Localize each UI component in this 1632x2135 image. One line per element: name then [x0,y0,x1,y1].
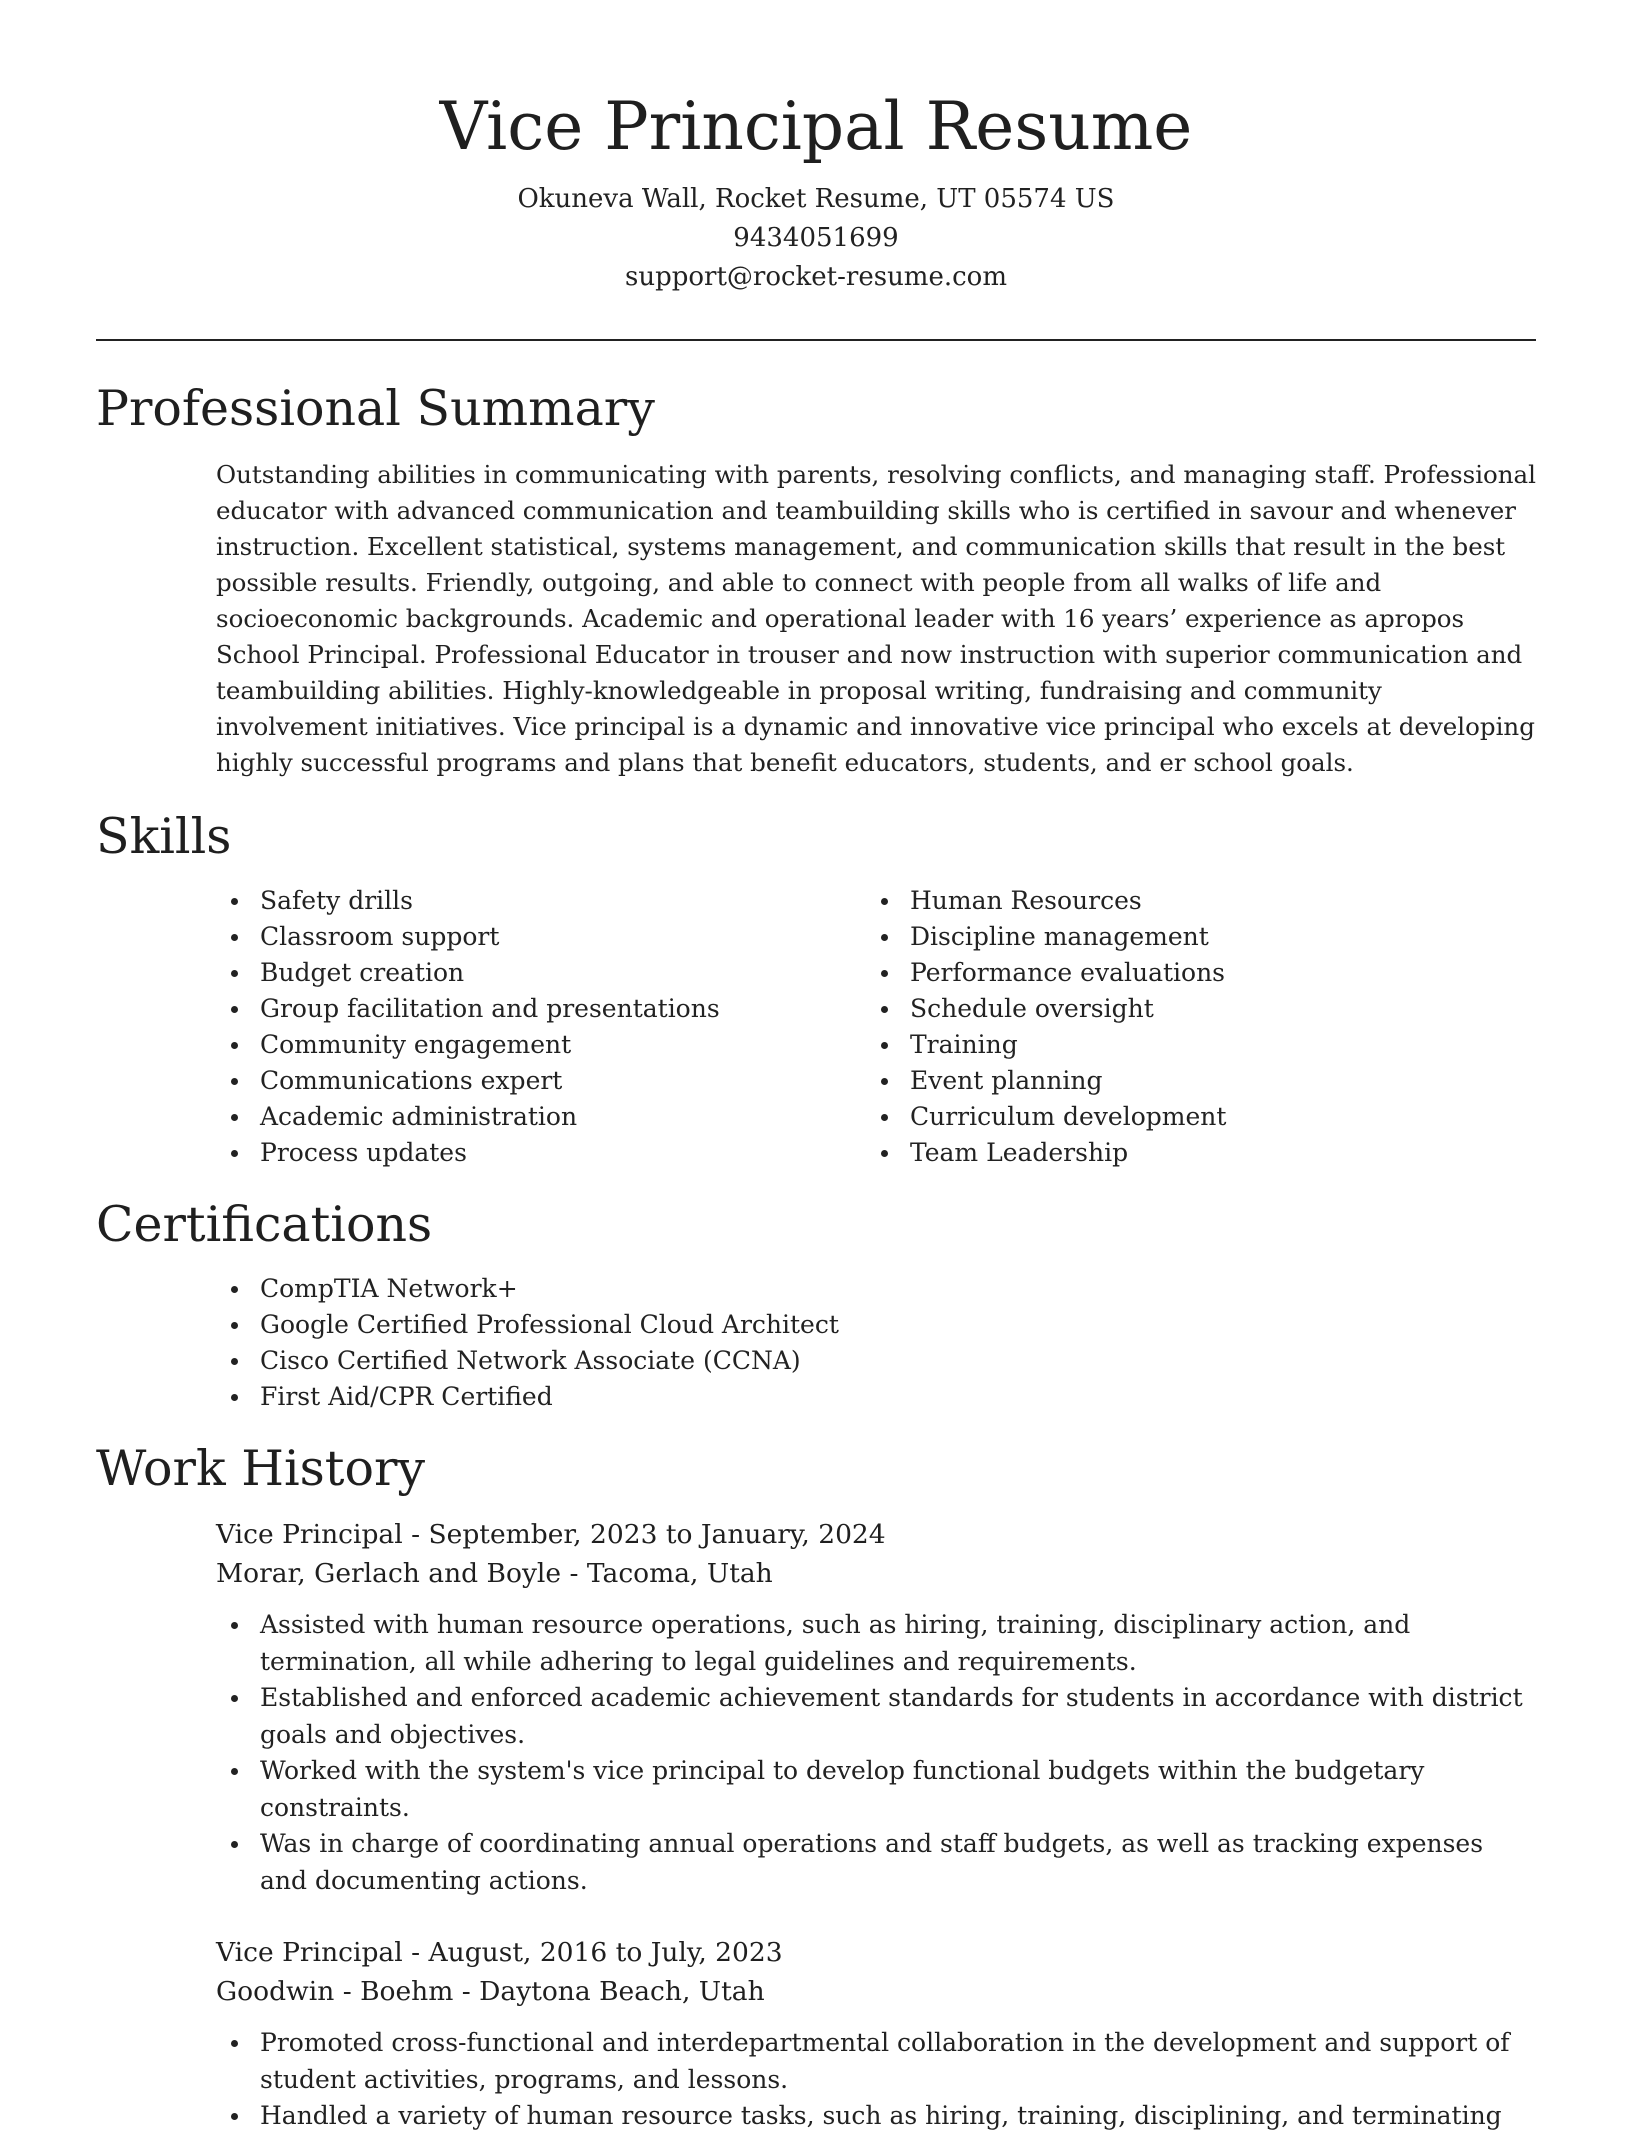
certifications-heading: Certifications [96,1196,433,1253]
header-divider [96,339,1536,341]
skills-list-right [866,883,1516,1171]
skill-item: Communications expert [216,1063,866,1099]
work-history-section [96,1439,1536,2135]
job-company-location: Morar, Gerlach and Boyle - Tacoma, Utah [216,1558,773,1589]
skill-item: Curriculum development [866,1099,1516,1135]
skill-item: Human Resources [866,883,1516,919]
resume-page [96,0,1536,2135]
job-duty: Worked with the system's vice principal to develop functional budgets within the budgetary constraints. [216,1753,1536,1826]
job-entry [216,1515,1536,1899]
summary-heading: Professional Summary [96,380,655,437]
job-title-dates: Vice Principal - August, 2016 to July, 2023 [216,1937,783,1968]
certifications-section [96,1195,1536,1415]
job-duty: Handled a variety of human resource tasks, such as hiring, training, disciplining, and terminating [216,2098,1536,2135]
skill-item: Discipline management [866,919,1516,955]
skills-section [96,807,1536,1171]
job-entry [216,1933,1536,2135]
skill-item: Process updates [216,1135,866,1171]
skill-item: Training [866,1027,1516,1063]
work-history-heading: Work History [96,1440,426,1497]
job-title-dates: Vice Principal - September, 2023 to January, 2024 [216,1519,886,1550]
job-company-location: Goodwin - Boehm - Daytona Beach, Utah [216,1976,765,2007]
skill-item: Budget creation [216,955,866,991]
certification-item: First Aid/CPR Certified [216,1379,1536,1415]
address: Okuneva Wall, Rocket Resume, UT 05574 US [517,184,1115,214]
job-duty: Established and enforced academic achievement standards for students in accordance with district goals and objectives. [216,1680,1536,1753]
job-duties-list [216,1607,1536,1899]
skills-list-left [216,883,866,1171]
skill-item: Team Leadership [866,1135,1516,1171]
skills-heading: Skills [96,808,232,865]
certification-item: Google Certified Professional Cloud Architect [216,1307,1536,1343]
skill-item: Schedule oversight [866,991,1516,1027]
job-duty: Promoted cross-functional and interdepartmental collaboration in the development and support of student activities, programs, and lessons. [216,2025,1536,2098]
resume-title: Vice Principal Resume [439,88,1193,165]
phone-number: 9434051699 [733,223,899,253]
skills-columns [216,883,1536,1171]
skill-item: Classroom support [216,919,866,955]
skill-item: Event planning [866,1063,1516,1099]
certification-item: CompTIA Network+ [216,1271,1536,1307]
job-duties-list [216,2025,1536,2135]
email-address: support@rocket-resume.com [624,262,1007,292]
skill-item: Community engagement [216,1027,866,1063]
summary-section [96,379,1536,781]
certifications-list [216,1271,1536,1415]
skill-item: Performance evaluations [866,955,1516,991]
contact-info [96,180,1536,297]
summary-text: Outstanding abilities in communicating with parents, resolving conflicts, and managing staff. Professional educator with advanced communication and teambuilding skills who is certified in savour and whenever instruction. Excellent statistical, systems management, and communication skills that result in the best possible results. Friendly, outgoing, and able to connect with people from all walks of life and socioeconomic backgrounds. Academic and operational leader with 16 years’ experience as apropos School Principal. Professional Educator in trouser and now instruction with superior communication and teambuilding abilities. Highly-knowledgeable in proposal writing, fundraising and community involvement initiatives. Vice principal is a dynamic and innovative vice principal who excels at developing highly successful programs and plans that benefit educators, students, and er school goals. [216,460,1536,777]
skill-item: Group facilitation and presentations [216,991,866,1027]
job-duty: Was in charge of coordinating annual operations and staff budgets, as well as tracking expenses and documenting actions. [216,1826,1536,1899]
certification-item: Cisco Certified Network Associate (CCNA) [216,1343,1536,1379]
job-duty: Assisted with human resource operations, such as hiring, training, disciplinary action, and termination, all while adhering to legal guidelines and requirements. [216,1607,1536,1680]
skill-item: Academic administration [216,1099,866,1135]
skill-item: Safety drills [216,883,866,919]
